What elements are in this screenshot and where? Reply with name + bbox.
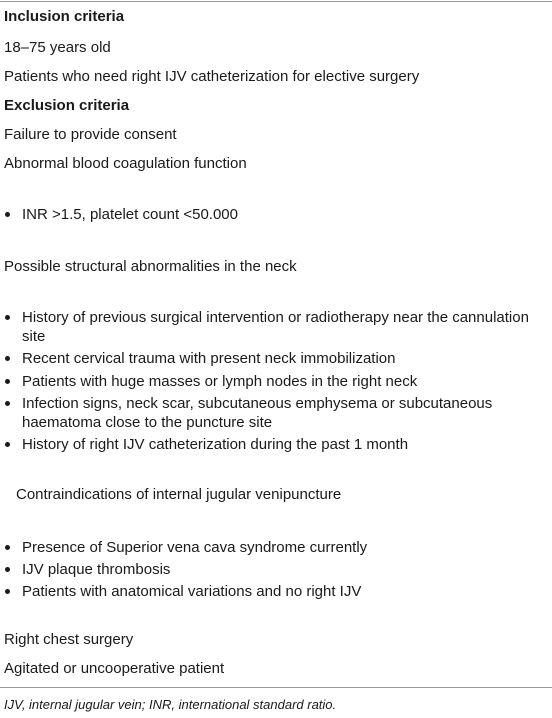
bullet-icon [5,567,10,572]
exclusion-item-consent: Failure to provide consent [4,126,177,143]
exclusion-item-agitated: Agitated or uncooperative patient [4,660,225,677]
exclusion-item-contraindications: Contraindications of internal jugular venipuncture [16,486,342,503]
bullet-icon [5,545,10,550]
table-footnote: IJV, internal jugular vein; INR, international standard ratio. [4,697,337,712]
exclusion-heading: Exclusion criteria [4,97,130,114]
table-bottom-rule [0,687,552,688]
exclusion-item-chest-surgery: Right chest surgery [4,631,134,648]
bullet-icon [5,379,10,384]
bullet-icon [5,589,10,594]
exclusion-item-structural: Possible structural abnormalities in the neck [4,258,297,275]
exclusion-item-coagulation: Abnormal blood coagulation function [4,155,247,172]
bullet-icon [5,356,10,361]
inclusion-item: 18–75 years old [4,39,111,56]
inclusion-item: Patients who need right IJV catheterization for elective surgery [4,68,420,85]
bullet-icon [5,442,10,447]
inclusion-heading: Inclusion criteria [4,8,125,25]
table-top-rule [0,1,552,2]
bullet-icon [5,212,10,217]
bullet-icon [5,315,10,320]
bullet-icon [5,401,10,406]
